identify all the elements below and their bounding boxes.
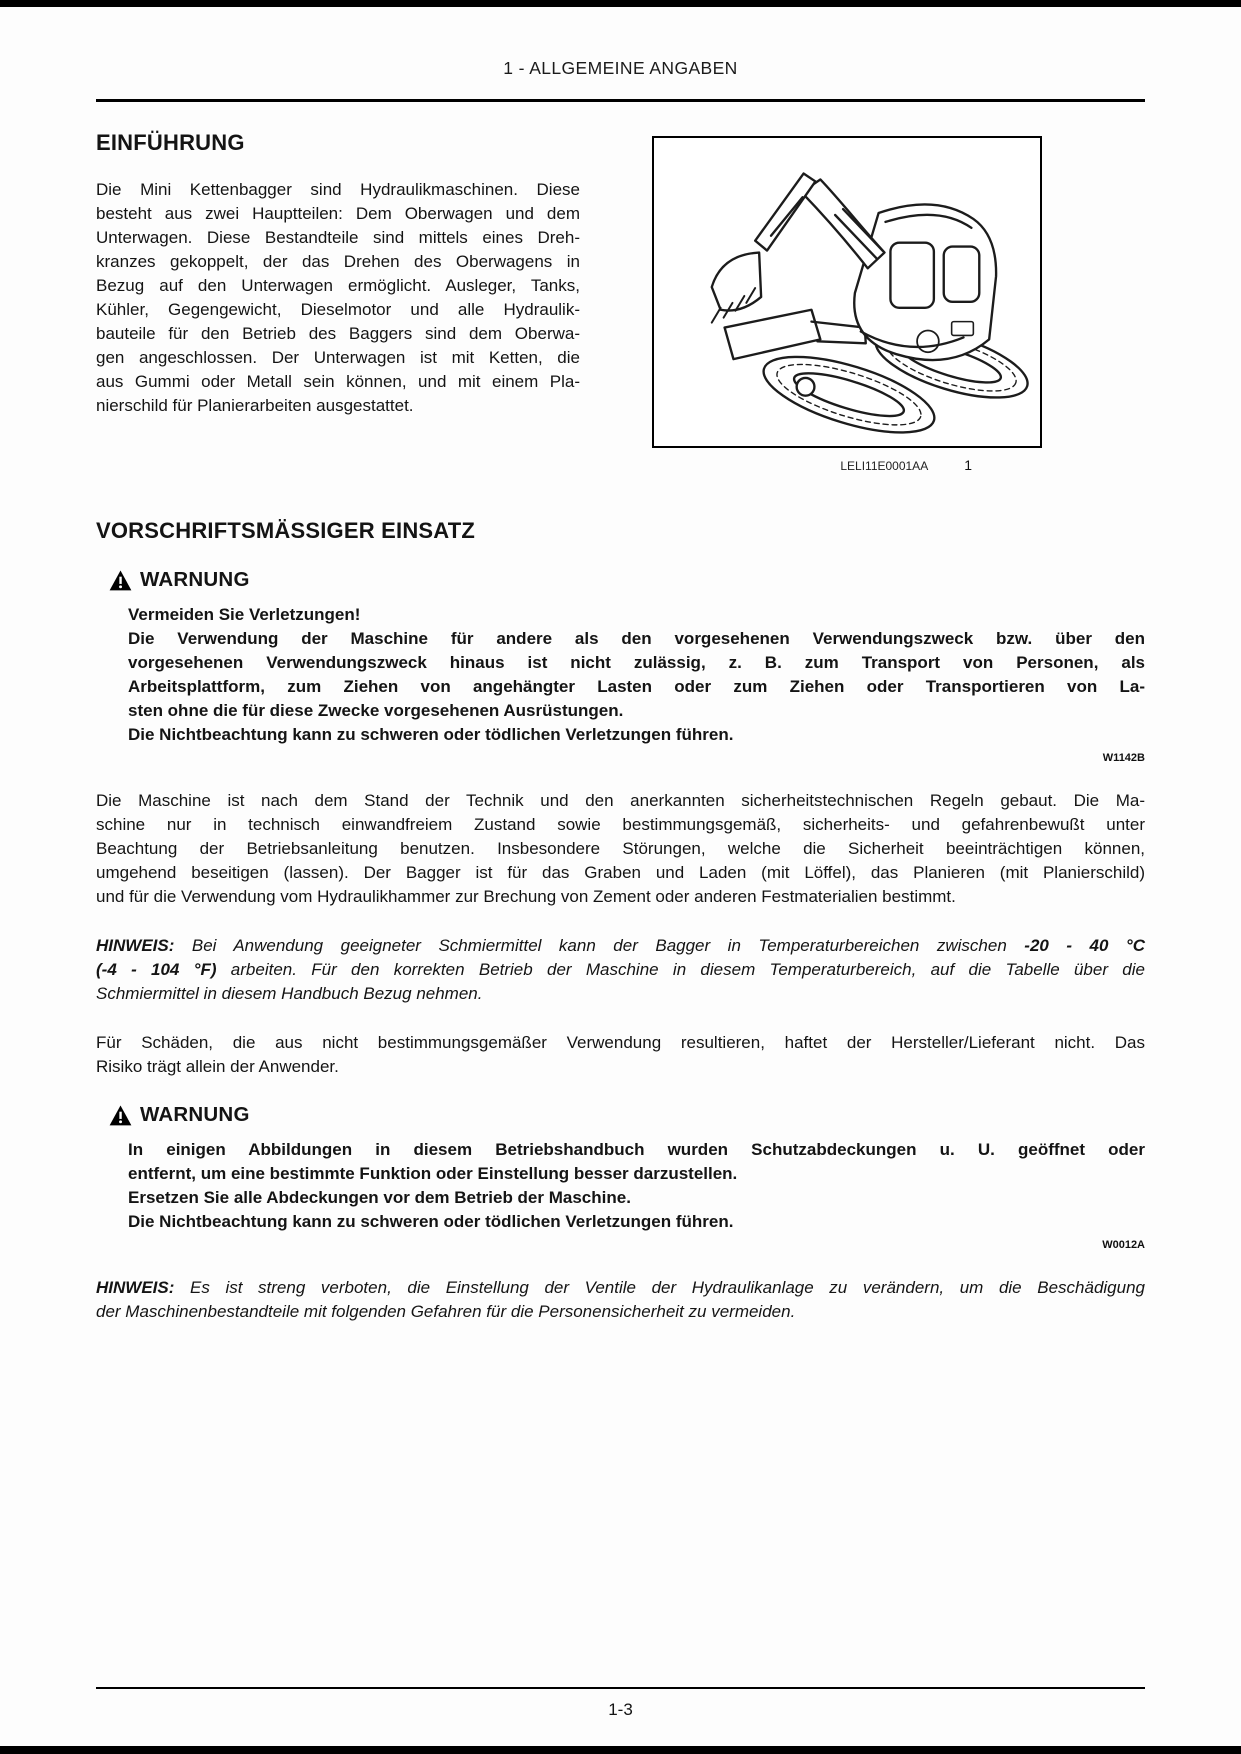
text-line: Die Maschine ist nach dem Stand der Technik und den anerkannten sicherheitstechnischen Regeln gebaut. Die Ma- bbox=[96, 791, 1145, 810]
text-line: Arbeitsplattform, zum Ziehen von angehängter Lasten oder zum Ziehen oder Transportieren von La- bbox=[128, 677, 1145, 696]
liability-paragraph bbox=[96, 1031, 1145, 1079]
text-line: Kühler, Gegengewicht, Dieselmotor und alle Hydraulik- bbox=[96, 300, 580, 319]
text-line: In einigen Abbildungen in diesem Betriebshandbuch wurden Schutzabdeckungen u. U. geöffnet oder bbox=[128, 1140, 1145, 1159]
header-rule bbox=[96, 99, 1145, 102]
text-line: Für Schäden, die aus nicht bestimmungsgemäßer Verwendung resultieren, haftet der Hersteller/Lieferant nicht. Das bbox=[96, 1033, 1145, 1052]
figure-number: 1 bbox=[964, 457, 972, 473]
text-line: kranzes gekoppelt, der das Drehen des Oberwagens in bbox=[96, 252, 580, 271]
text-line: Unterwagen. Diese Bestandteile sind mittels eines Dreh- bbox=[96, 228, 580, 247]
text-line: Ersetzen Sie alle Abdeckungen vor dem Betrieb der Maschine. bbox=[128, 1188, 631, 1207]
excavator-line-drawing-icon bbox=[654, 138, 1040, 446]
figure-frame bbox=[652, 136, 1042, 448]
chapter-header: 1 - ALLGEMEINE ANGABEN bbox=[503, 58, 738, 78]
text-line: bauteile für den Betrieb des Baggers sind dem Oberwa- bbox=[96, 324, 580, 343]
figure-1 bbox=[652, 136, 1042, 473]
text-line: HINWEIS: Es ist streng verboten, die Einstellung der Ventile der Hydraulikanlage zu verändern, um die Beschädigung bbox=[96, 1278, 1145, 1297]
text-line: vorgesehenen Verwendungszweck hinaus ist nicht zulässig, z. B. zum Transport von Personen, als bbox=[128, 653, 1145, 672]
text-line: Beachtung der Betriebsanleitung benutzen. Insbesondere Störungen, welche die Sicherheit beeinträchtigen können, bbox=[96, 839, 1145, 858]
footer-rule bbox=[96, 1687, 1145, 1689]
scan-edge-bottom bbox=[0, 1746, 1241, 1754]
text-line: Die Nichtbeachtung kann zu schweren oder tödlichen Verletzungen führen. bbox=[128, 725, 734, 744]
warning-2-title-row bbox=[109, 1103, 1145, 1127]
warning-triangle-icon bbox=[109, 1105, 132, 1126]
text-line: besteht aus zwei Hauptteilen: Dem Oberwagen und dem bbox=[96, 204, 580, 223]
warning-1-text bbox=[128, 603, 1145, 747]
text-line: sten ohne die für diese Zwecke vorgesehenen Ausrüstungen. bbox=[128, 701, 624, 720]
text-line: HINWEIS: Bei Anwendung geeigneter Schmiermittel kann der Bagger in Temperaturbereichen zwischen -20 - 40 °C bbox=[96, 936, 1145, 955]
warning-2-title: WARNUNG bbox=[140, 1103, 250, 1126]
text-line: Vermeiden Sie Verletzungen! bbox=[128, 605, 361, 624]
section-heading-einfuehrung: EINFÜHRUNG bbox=[96, 130, 245, 155]
warning-block-1 bbox=[96, 568, 1145, 764]
warning-2-ref-code: W0012A bbox=[1102, 1239, 1145, 1251]
page-content bbox=[96, 0, 1145, 1324]
warning-1-title-row bbox=[109, 568, 1145, 592]
text-line: schine nur in technisch einwandfreiem Zustand sowie bestimmungsgemäß, sicherheits- und gefahrenbewußt unter bbox=[96, 815, 1145, 834]
page-number: 1-3 bbox=[608, 1700, 633, 1719]
text-line: der Maschinenbestandteile mit folgenden Gefahren für die Personensicherheit zu vermeiden. bbox=[96, 1302, 796, 1321]
warning-block-2 bbox=[96, 1103, 1145, 1251]
introduction-paragraph bbox=[96, 178, 580, 418]
text-line: entfernt, um eine bestimmte Funktion oder Einstellung besser darzustellen. bbox=[128, 1164, 738, 1183]
warning-1-title: WARNUNG bbox=[140, 568, 250, 591]
note-valves bbox=[96, 1276, 1145, 1324]
text-line: Risiko trägt allein der Anwender. bbox=[96, 1057, 339, 1076]
text-line: Bezug auf den Unterwagen ermöglicht. Ausleger, Tanks, bbox=[96, 276, 580, 295]
warning-triangle-icon bbox=[109, 570, 132, 591]
text-line: Die Mini Kettenbagger sind Hydraulikmaschinen. Diese bbox=[96, 180, 580, 199]
text-line: und für die Verwendung vom Hydraulikhammer zur Brechung von Zement oder anderen Festmaterialien bestimmt. bbox=[96, 887, 956, 906]
text-line: (-4 - 104 °F) arbeiten. Für den korrekten Betrieb der Maschine in diesem Temperaturbereich, auf die Tabelle über die bbox=[96, 960, 1145, 979]
figure-caption-code: LELI11E0001AA bbox=[840, 459, 929, 473]
machine-state-paragraph bbox=[96, 789, 1145, 909]
text-line: aus Gummi oder Metall sein können, und mit einem Pla- bbox=[96, 372, 580, 391]
warning-1-ref-code: W1142B bbox=[1102, 752, 1145, 764]
note-temperature bbox=[96, 934, 1145, 1006]
section-heading-vorschriftsmaessiger-einsatz: VORSCHRIFTSMÄSSIGER EINSATZ bbox=[96, 518, 476, 543]
text-line: nierschild für Planierarbeiten ausgestattet. bbox=[96, 396, 414, 415]
warning-2-text bbox=[128, 1138, 1145, 1234]
text-line: Schmiermittel in diesem Handbuch Bezug nehmen. bbox=[96, 984, 483, 1003]
text-line: umgehend beseitigen (lassen). Der Bagger ist für das Graben und Laden (mit Löffel), das Planieren (mit Planierschild) bbox=[96, 863, 1145, 882]
figure-caption bbox=[652, 457, 1042, 473]
introduction-section bbox=[96, 130, 1145, 504]
text-line: Die Nichtbeachtung kann zu schweren oder tödlichen Verletzungen führen. bbox=[128, 1212, 734, 1231]
text-line: gen angeschlossen. Der Unterwagen ist mit Ketten, die bbox=[96, 348, 580, 367]
text-line: Die Verwendung der Maschine für andere als den vorgesehenen Verwendungszweck bzw. über den bbox=[128, 629, 1145, 648]
